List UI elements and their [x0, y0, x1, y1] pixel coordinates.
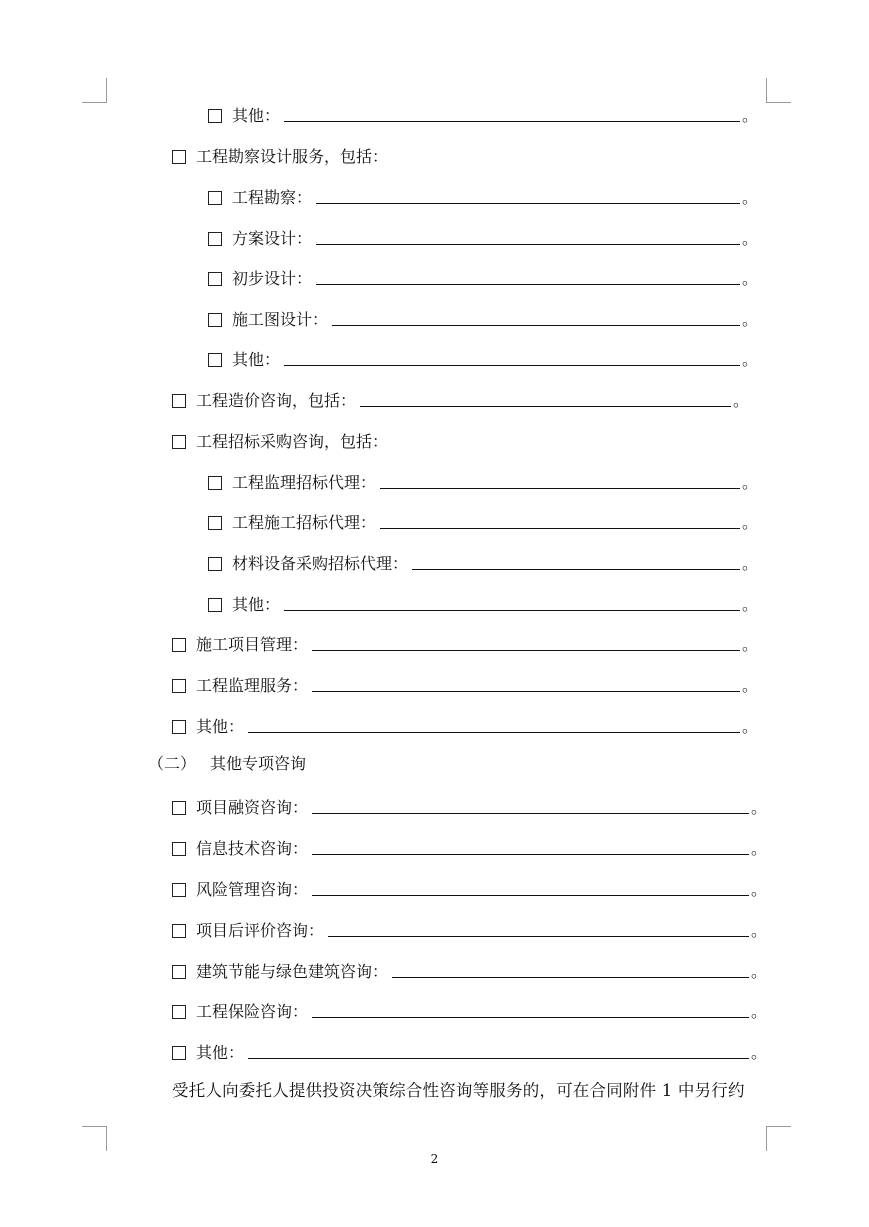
- checkbox[interactable]: [172, 435, 186, 449]
- fill-blank-line[interactable]: [316, 225, 740, 245]
- checkbox-item: [172, 956, 768, 982]
- checkbox-item: [208, 223, 759, 249]
- item-label: 建筑节能与绿色建筑咨询：: [196, 962, 389, 981]
- fill-blank-line[interactable]: [380, 469, 740, 489]
- checkbox[interactable]: [172, 1005, 186, 1019]
- item-end-punct: 。: [742, 350, 759, 369]
- fill-blank-line[interactable]: [312, 794, 749, 814]
- item-label: 工程勘察设计服务，包括：: [196, 147, 389, 166]
- crop-mark-bottom-right: [766, 1126, 791, 1151]
- checkbox[interactable]: [172, 842, 186, 856]
- fill-blank-line[interactable]: [284, 102, 740, 122]
- checkbox-item: [208, 344, 759, 370]
- checkbox-item: [172, 996, 768, 1022]
- item-end-punct: 。: [733, 391, 750, 410]
- checkbox-item: [172, 426, 756, 452]
- fill-blank-line[interactable]: [316, 184, 740, 204]
- checkbox[interactable]: [208, 353, 222, 367]
- section-number: （二）: [148, 754, 197, 773]
- item-end-punct: 。: [751, 1002, 768, 1021]
- checkbox[interactable]: [172, 720, 186, 734]
- checkbox-item: [172, 833, 768, 859]
- checkbox-item: [208, 548, 759, 574]
- item-label: 其他：: [196, 1043, 245, 1062]
- checkbox-item: [208, 263, 759, 289]
- checkbox[interactable]: [172, 679, 186, 693]
- checkbox[interactable]: [208, 313, 222, 327]
- checkbox[interactable]: [172, 394, 186, 408]
- body-paragraph: 受托人向委托人提供投资决策综合性咨询等服务的，可在合同附件 1 中另行约: [172, 1081, 745, 1100]
- item-end-punct: 。: [742, 717, 759, 736]
- checkbox[interactable]: [172, 883, 186, 897]
- checkbox[interactable]: [208, 557, 222, 571]
- fill-blank-line[interactable]: [360, 387, 731, 407]
- item-label: 施工图设计：: [232, 310, 329, 329]
- item-end-punct: 。: [751, 839, 768, 858]
- checkbox-item: [172, 792, 768, 818]
- fill-blank-line[interactable]: [332, 306, 740, 326]
- item-label: 初步设计：: [232, 269, 313, 288]
- checkbox[interactable]: [208, 232, 222, 246]
- item-end-punct: 。: [751, 921, 768, 940]
- checkbox-item: [172, 670, 759, 696]
- crop-mark-top-left: [82, 78, 107, 103]
- item-end-punct: 。: [742, 554, 759, 573]
- checkbox-item: [172, 1037, 768, 1063]
- checkbox[interactable]: [208, 476, 222, 490]
- item-end-punct: 。: [751, 962, 768, 981]
- item-end-punct: 。: [742, 310, 759, 329]
- crop-mark-top-right: [766, 78, 791, 103]
- item-label: 其他：: [232, 106, 281, 125]
- checkbox[interactable]: [172, 801, 186, 815]
- checkbox[interactable]: [208, 191, 222, 205]
- item-label: 方案设计：: [232, 229, 313, 248]
- item-label: 其他：: [196, 717, 245, 736]
- item-end-punct: 。: [742, 595, 759, 614]
- item-end-punct: 。: [742, 269, 759, 288]
- fill-blank-line[interactable]: [312, 672, 740, 692]
- item-label: 其他：: [232, 350, 281, 369]
- crop-mark-bottom-left: [82, 1126, 107, 1151]
- item-end-punct: 。: [742, 513, 759, 532]
- item-end-punct: 。: [742, 473, 759, 492]
- checkbox[interactable]: [208, 109, 222, 123]
- fill-blank-line[interactable]: [312, 876, 749, 896]
- item-label: 材料设备采购招标代理：: [232, 554, 409, 573]
- item-label: 其他：: [232, 595, 281, 614]
- checkbox[interactable]: [208, 516, 222, 530]
- checkbox-item: [208, 507, 759, 533]
- checkbox-item: [172, 915, 768, 941]
- item-label: 施工项目管理：: [196, 635, 309, 654]
- item-label: 工程招标采购咨询，包括：: [196, 432, 389, 451]
- item-label: 工程保险咨询：: [196, 1002, 309, 1021]
- checkbox-item: [172, 629, 759, 655]
- checkbox-item: [208, 304, 759, 330]
- checkbox[interactable]: [208, 598, 222, 612]
- checkbox[interactable]: [172, 924, 186, 938]
- item-end-punct: 。: [742, 188, 759, 207]
- fill-blank-line[interactable]: [248, 1039, 749, 1059]
- fill-blank-line[interactable]: [328, 917, 749, 937]
- checkbox-item: [208, 467, 759, 493]
- checkbox[interactable]: [172, 1046, 186, 1060]
- fill-blank-line[interactable]: [312, 631, 740, 651]
- item-end-punct: 。: [742, 635, 759, 654]
- checkbox-item: [208, 589, 759, 615]
- item-label: 工程造价咨询，包括：: [196, 391, 357, 410]
- checkbox-item: [172, 874, 768, 900]
- fill-blank-line[interactable]: [392, 958, 749, 978]
- fill-blank-line[interactable]: [312, 998, 749, 1018]
- checkbox-item: [172, 385, 750, 411]
- item-end-punct: 。: [751, 880, 768, 899]
- item-label: 项目后评价咨询：: [196, 921, 325, 940]
- checkbox-item: [172, 711, 759, 737]
- fill-blank-line[interactable]: [248, 713, 740, 733]
- fill-blank-line[interactable]: [316, 265, 740, 285]
- checkbox[interactable]: [172, 150, 186, 164]
- item-label: 工程勘察：: [232, 188, 313, 207]
- item-label: 项目融资咨询：: [196, 798, 309, 817]
- checkbox[interactable]: [172, 638, 186, 652]
- item-end-punct: 。: [742, 229, 759, 248]
- checkbox-item: [172, 141, 756, 167]
- checkbox[interactable]: [172, 965, 186, 979]
- fill-blank-line[interactable]: [284, 346, 740, 366]
- fill-blank-line[interactable]: [284, 591, 740, 611]
- section-heading: [148, 751, 306, 777]
- item-label: 信息技术咨询：: [196, 839, 309, 858]
- item-label: 工程施工招标代理：: [232, 513, 377, 532]
- section-title: 其他专项咨询: [210, 754, 307, 773]
- item-end-punct: 。: [742, 106, 759, 125]
- item-end-punct: 。: [751, 1043, 768, 1062]
- fill-blank-line[interactable]: [380, 509, 740, 529]
- item-label: 风险管理咨询：: [196, 880, 309, 899]
- checkbox-item: [208, 182, 759, 208]
- item-label: 工程监理服务：: [196, 676, 309, 695]
- checkbox[interactable]: [208, 272, 222, 286]
- page-number: 2: [430, 1152, 439, 1166]
- item-label: 工程监理招标代理：: [232, 473, 377, 492]
- fill-blank-line[interactable]: [312, 835, 749, 855]
- checkbox-item: [208, 100, 759, 126]
- item-end-punct: 。: [751, 798, 768, 817]
- fill-blank-line[interactable]: [412, 550, 740, 570]
- item-end-punct: 。: [742, 676, 759, 695]
